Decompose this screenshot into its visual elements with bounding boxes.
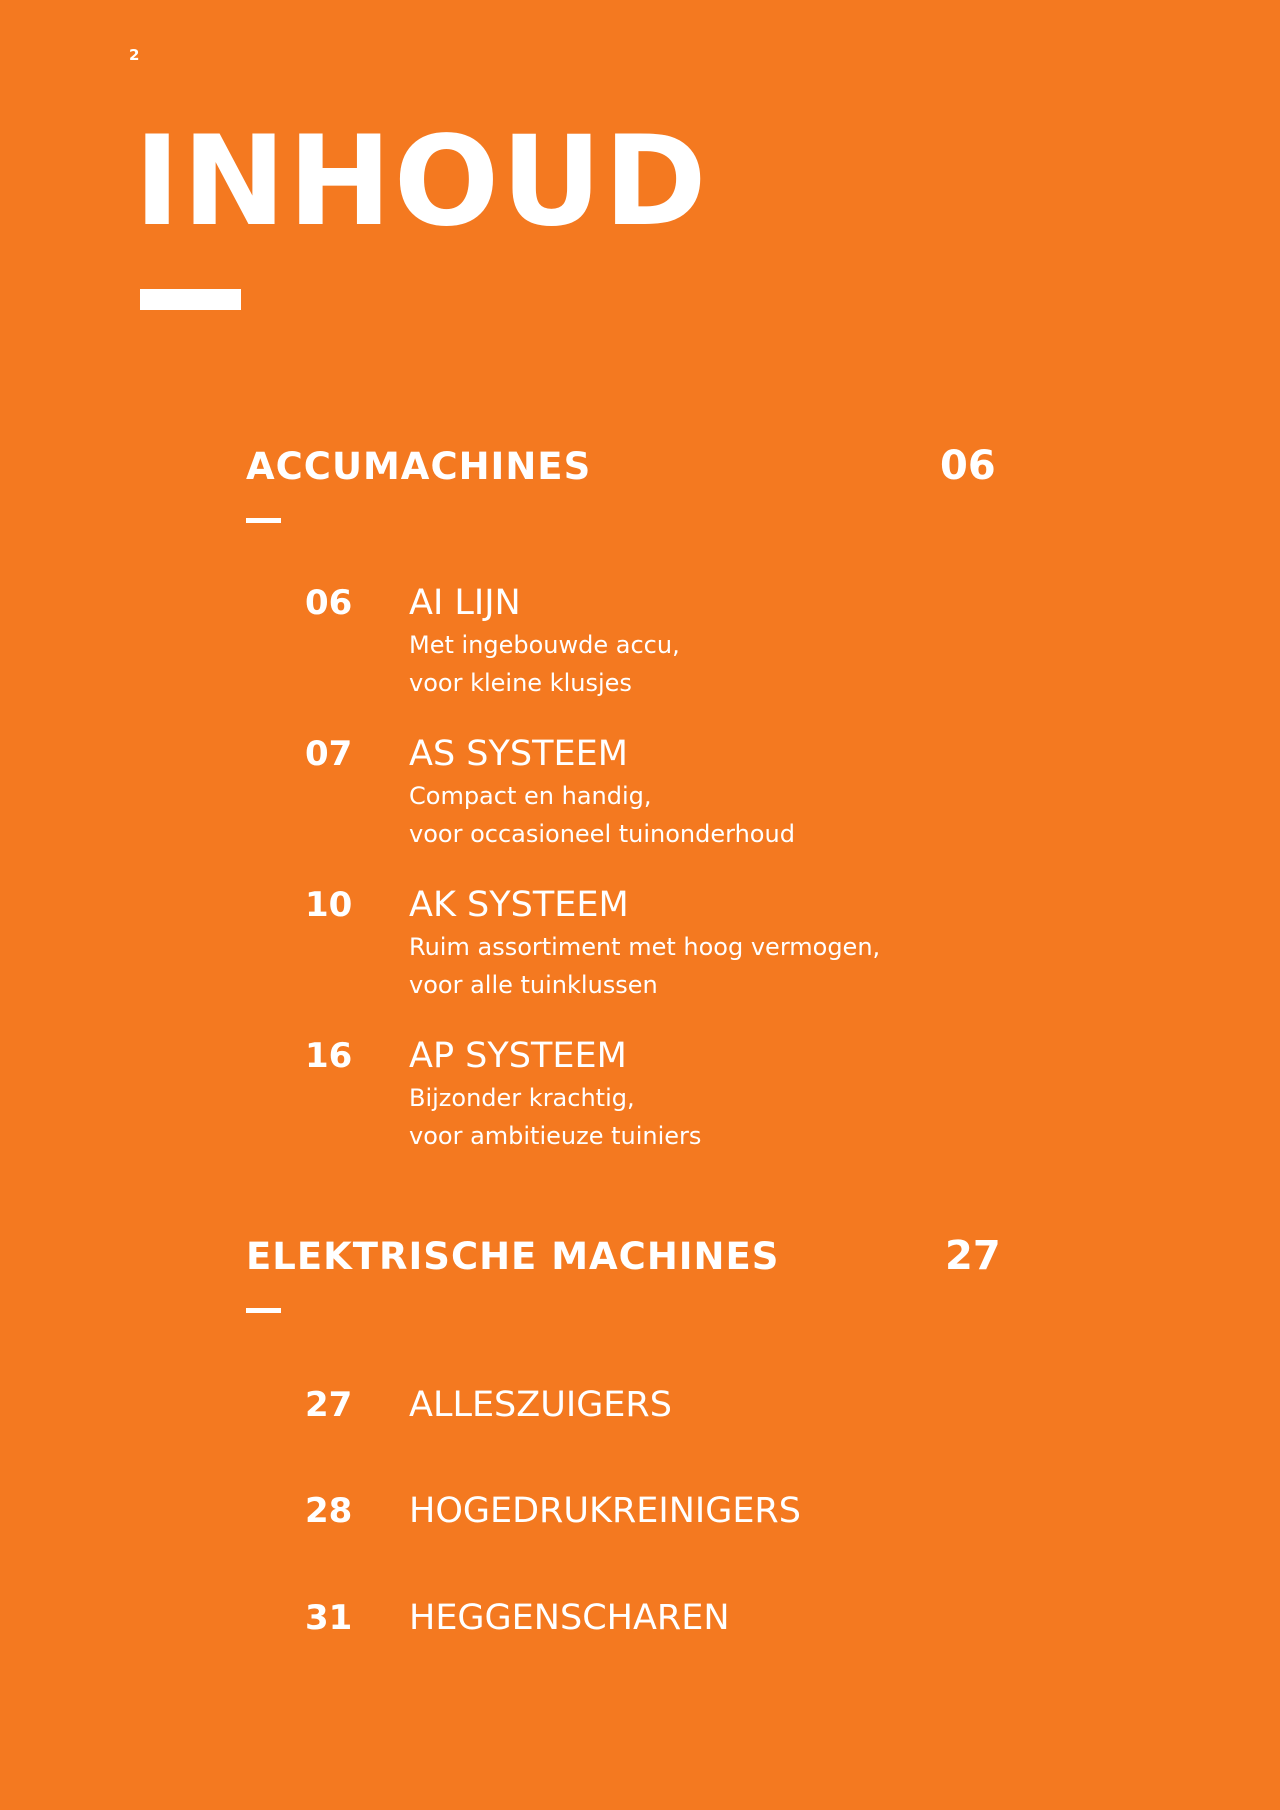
page-number: 2	[129, 46, 140, 64]
toc-entry-desc-line: voor ambitieuze tuiniers	[409, 1122, 702, 1150]
toc-entry-page: 28	[305, 1491, 353, 1531]
toc-entry-page: 27	[305, 1385, 353, 1425]
toc-entry-title: ALLESZUIGERS	[409, 1385, 672, 1425]
page-title: INHOUD	[134, 110, 709, 254]
toc-entry-description	[409, 626, 680, 702]
toc-entry-desc-line: Ruim assortiment met hoog vermogen,	[409, 933, 881, 961]
section-page-accumachines: 06	[940, 443, 996, 489]
toc-entry-title: AS SYSTEEM	[409, 734, 628, 774]
toc-entry-desc-line: Met ingebouwde accu,	[409, 631, 680, 659]
toc-entry-page: 31	[305, 1598, 353, 1638]
toc-entry-title: AP SYSTEEM	[409, 1036, 627, 1076]
toc-entry-desc-line: voor occasioneel tuinonderhoud	[409, 820, 795, 848]
section-heading-elektrische-machines: ELEKTRISCHE MACHINES	[246, 1235, 780, 1278]
section-page-elektrische-machines: 27	[945, 1233, 1001, 1279]
toc-entry-description	[409, 777, 795, 853]
toc-entry-title: HOGEDRUKREINIGERS	[409, 1491, 801, 1531]
section-heading-accumachines: ACCUMACHINES	[246, 445, 592, 488]
section-dash	[246, 518, 281, 523]
toc-entry-title: AI LIJN	[409, 583, 521, 623]
toc-entry-desc-line: Bijzonder krachtig,	[409, 1084, 635, 1112]
title-underline-bar	[140, 289, 241, 310]
toc-entry-page: 16	[305, 1036, 353, 1076]
toc-entry-description	[409, 1079, 701, 1155]
toc-entry-title: HEGGENSCHAREN	[409, 1598, 730, 1638]
toc-entry-title: AK SYSTEEM	[409, 885, 629, 925]
toc-entry-desc-line: voor alle tuinklussen	[409, 971, 658, 999]
section-dash	[246, 1308, 281, 1313]
toc-entry-desc-line: voor kleine klusjes	[409, 669, 632, 697]
toc-entry-description	[409, 928, 880, 1004]
toc-entry-desc-line: Compact en handig,	[409, 782, 652, 810]
toc-entry-page: 06	[305, 583, 353, 623]
toc-entry-page: 07	[305, 734, 353, 774]
toc-entry-page: 10	[305, 885, 353, 925]
